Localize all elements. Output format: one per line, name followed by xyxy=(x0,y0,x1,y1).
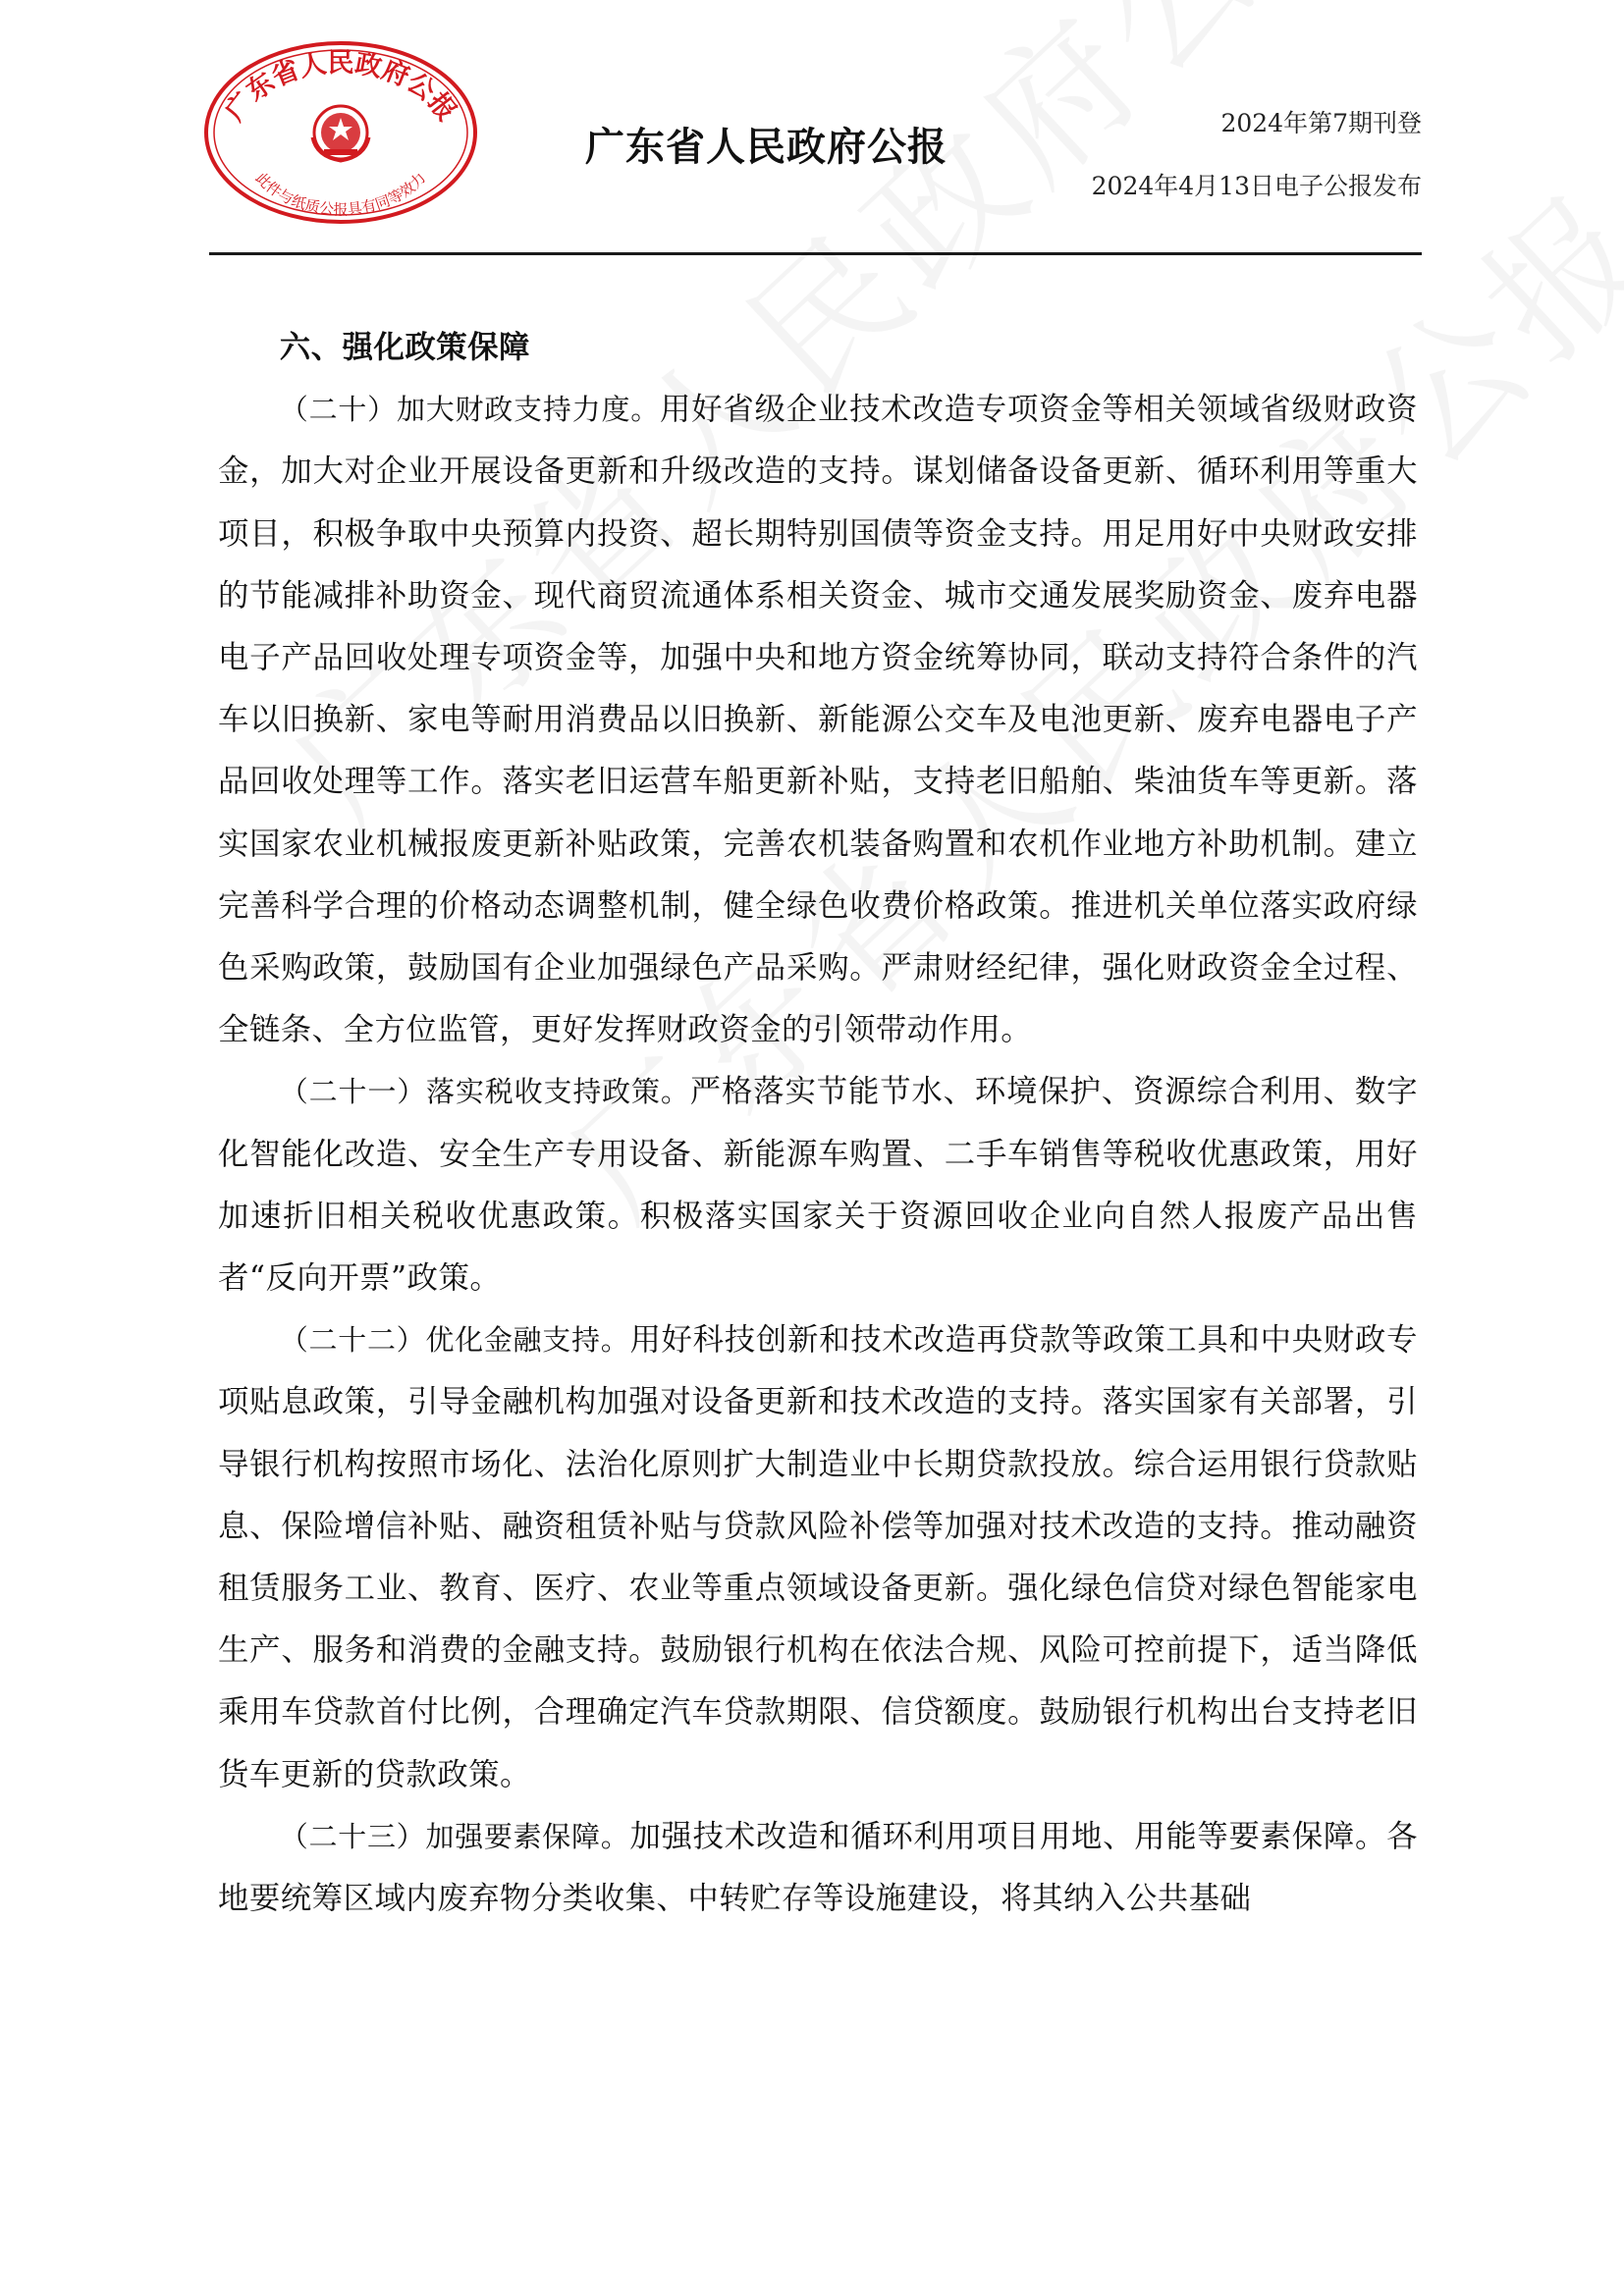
paragraph xyxy=(218,379,1418,1061)
official-seal xyxy=(202,39,479,226)
paragraph-text: 严格落实节能节水、环境保护、资源综合利用、数字化智能化改造、安全生产专用设备、新能源车购置、二手车销售等税收优惠政策，用好加速折旧相关税收优惠政策。积极落实国家关于资源回收企业向自然人报废产品出售者“反向开票”政策。 xyxy=(218,1074,1418,1297)
paragraph-text: 加强技术改造和循环利用项目用地、用能等要素保障。各地要统筹区域内废弃物分类收集、中转贮存等设施建设，将其纳入公共基础 xyxy=(218,1818,1418,1917)
paragraph xyxy=(218,1061,1418,1309)
item-label: （二十）加大财政支持力度。 xyxy=(279,393,661,427)
seal-bottom-text: 此件与纸质公报具有同等效力 xyxy=(251,169,430,219)
paragraph xyxy=(218,1309,1418,1806)
section-heading: 六、强化政策保障 xyxy=(279,330,530,365)
document-body xyxy=(218,317,1418,1930)
paragraph xyxy=(218,1806,1418,1930)
item-label: （二十三）加强要素保障。 xyxy=(279,1819,630,1853)
seal-ring-text: 广东省人民政府公报 xyxy=(219,47,462,128)
publish-date: 2024年4月13日电子公报发布 xyxy=(1091,172,1422,200)
item-label: （二十二）优化金融支持。 xyxy=(279,1323,630,1358)
gazette-title: 广东省人民政府公报 xyxy=(585,125,947,170)
item-label: （二十一）落实税收支持政策。 xyxy=(279,1075,690,1109)
national-emblem-icon xyxy=(312,106,369,161)
paragraph-text: 用好省级企业技术改造专项资金等相关领域省级财政资金，加大对企业开展设备更新和升级改造的支持。谋划储备设备更新、循环利用等重大项目，积极争取中央预算内投资、超长期特别国债等资金支持。用足用好中央财政安排的节能减排补助资金、现代商贸流通体系相关资金、城市交通发展奖励资金、废弃电器电子产品回收处理专项资金等，加强中央和地方资金统筹协同，联动支持符合条件的汽车以旧换新、家电等耐用消费品以旧换新、新能源公交车及电池更新、废弃电器电子产品回收处理等工作。落实老旧运营车船更新补贴，支持老旧船舶、柴油货车等更新。落实国家农业机械报废更新补贴政策，完善农机装备购置和农机作业地方补助机制。建立完善科学合理的价格动态调整机制，健全绿色收费价格政策。推进机关单位落实政府绿色采购政策，鼓励国有企业加强绿色产品采购。严肃财经纪律，强化财政资金全过程、全链条、全方位监管，更好发挥财政资金的引领带动作用。 xyxy=(218,392,1418,1048)
issue-number: 2024年第7期刊登 xyxy=(1220,109,1422,137)
paragraph-text: 用好科技创新和技术改造再贷款等政策工具和中央财政专项贴息政策，引导金融机构加强对设备更新和技术改造的支持。落实国家有关部署，引导银行机构按照市场化、法治化原则扩大制造业中长期贷款投放。综合运用银行贷款贴息、保险增信补贴、融资租赁补贴与贷款风险补偿等加强对技术改造的支持。推动融资租赁服务工业、教育、医疗、农业等重点领域设备更新。强化绿色信贷对绿色智能家电生产、服务和消费的金融支持。鼓励银行机构在依法合规、风险可控前提下，适当降低乘用车贷款首付比例，合理确定汽车贷款期限、信贷额度。鼓励银行机构出台支持老旧货车更新的贷款政策。 xyxy=(218,1322,1418,1792)
